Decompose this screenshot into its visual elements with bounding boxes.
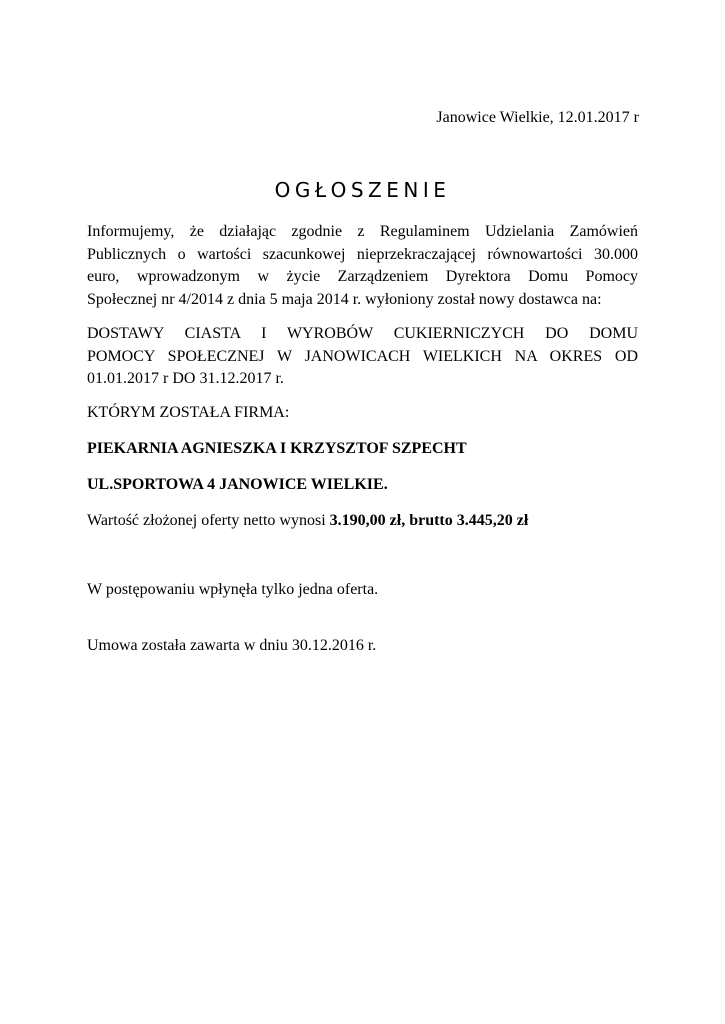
subject-paragraph <box>87 323 638 391</box>
intro-line: Społecznej nr 4/2014 z dnia 5 maja 2014 r. wyłoniony został nowy dostawca na: <box>87 290 602 308</box>
document-title: OGŁOSZENIE <box>274 178 451 202</box>
subject-line: POMOCY SPOŁECZNEJ W JANOWICACH WIELKICH NA OKRES OD <box>87 347 638 365</box>
offer-value-prefix: Wartość złożonej oferty netto wynosi <box>87 512 330 529</box>
single-offer-note: W postępowaniu wpłynęła tylko jedna oferta. <box>87 581 379 598</box>
subject-line: 01.01.2017 r DO 31.12.2017 r. <box>87 370 284 387</box>
date-location-line: Janowice Wielkie, 12.01.2017 r <box>436 109 639 126</box>
contract-date-note: Umowa została zawarta w dniu 30.12.2016 r. <box>87 637 377 654</box>
firm-address: UL.SPORTOWA 4 JANOWICE WIELKIE. <box>87 476 388 493</box>
intro-paragraph <box>87 221 638 311</box>
offer-amounts: 3.190,00 zł, brutto 3.445,20 zł <box>329 512 529 529</box>
firm-name: PIEKARNIA AGNIESZKA I KRZYSZTOF SZPECHT <box>87 440 467 457</box>
subject-line: DOSTAWY CIASTA I WYROBÓW CUKIERNICZYCH DO DOMU <box>87 325 638 342</box>
intro-line: Publicznych o wartości szacunkowej nieprzekraczającej równowartości 30.000 <box>87 245 638 263</box>
winner-intro: KTÓRYM ZOSTAŁA FIRMA: <box>87 404 290 421</box>
intro-line: Informujemy, że działając zgodnie z Regulaminem Udzielania Zamówień <box>87 223 638 240</box>
intro-line: euro, wprowadzonym w życie Zarządzeniem Dyrektora Domu Pomocy <box>87 268 638 285</box>
offer-value-line <box>87 510 638 533</box>
